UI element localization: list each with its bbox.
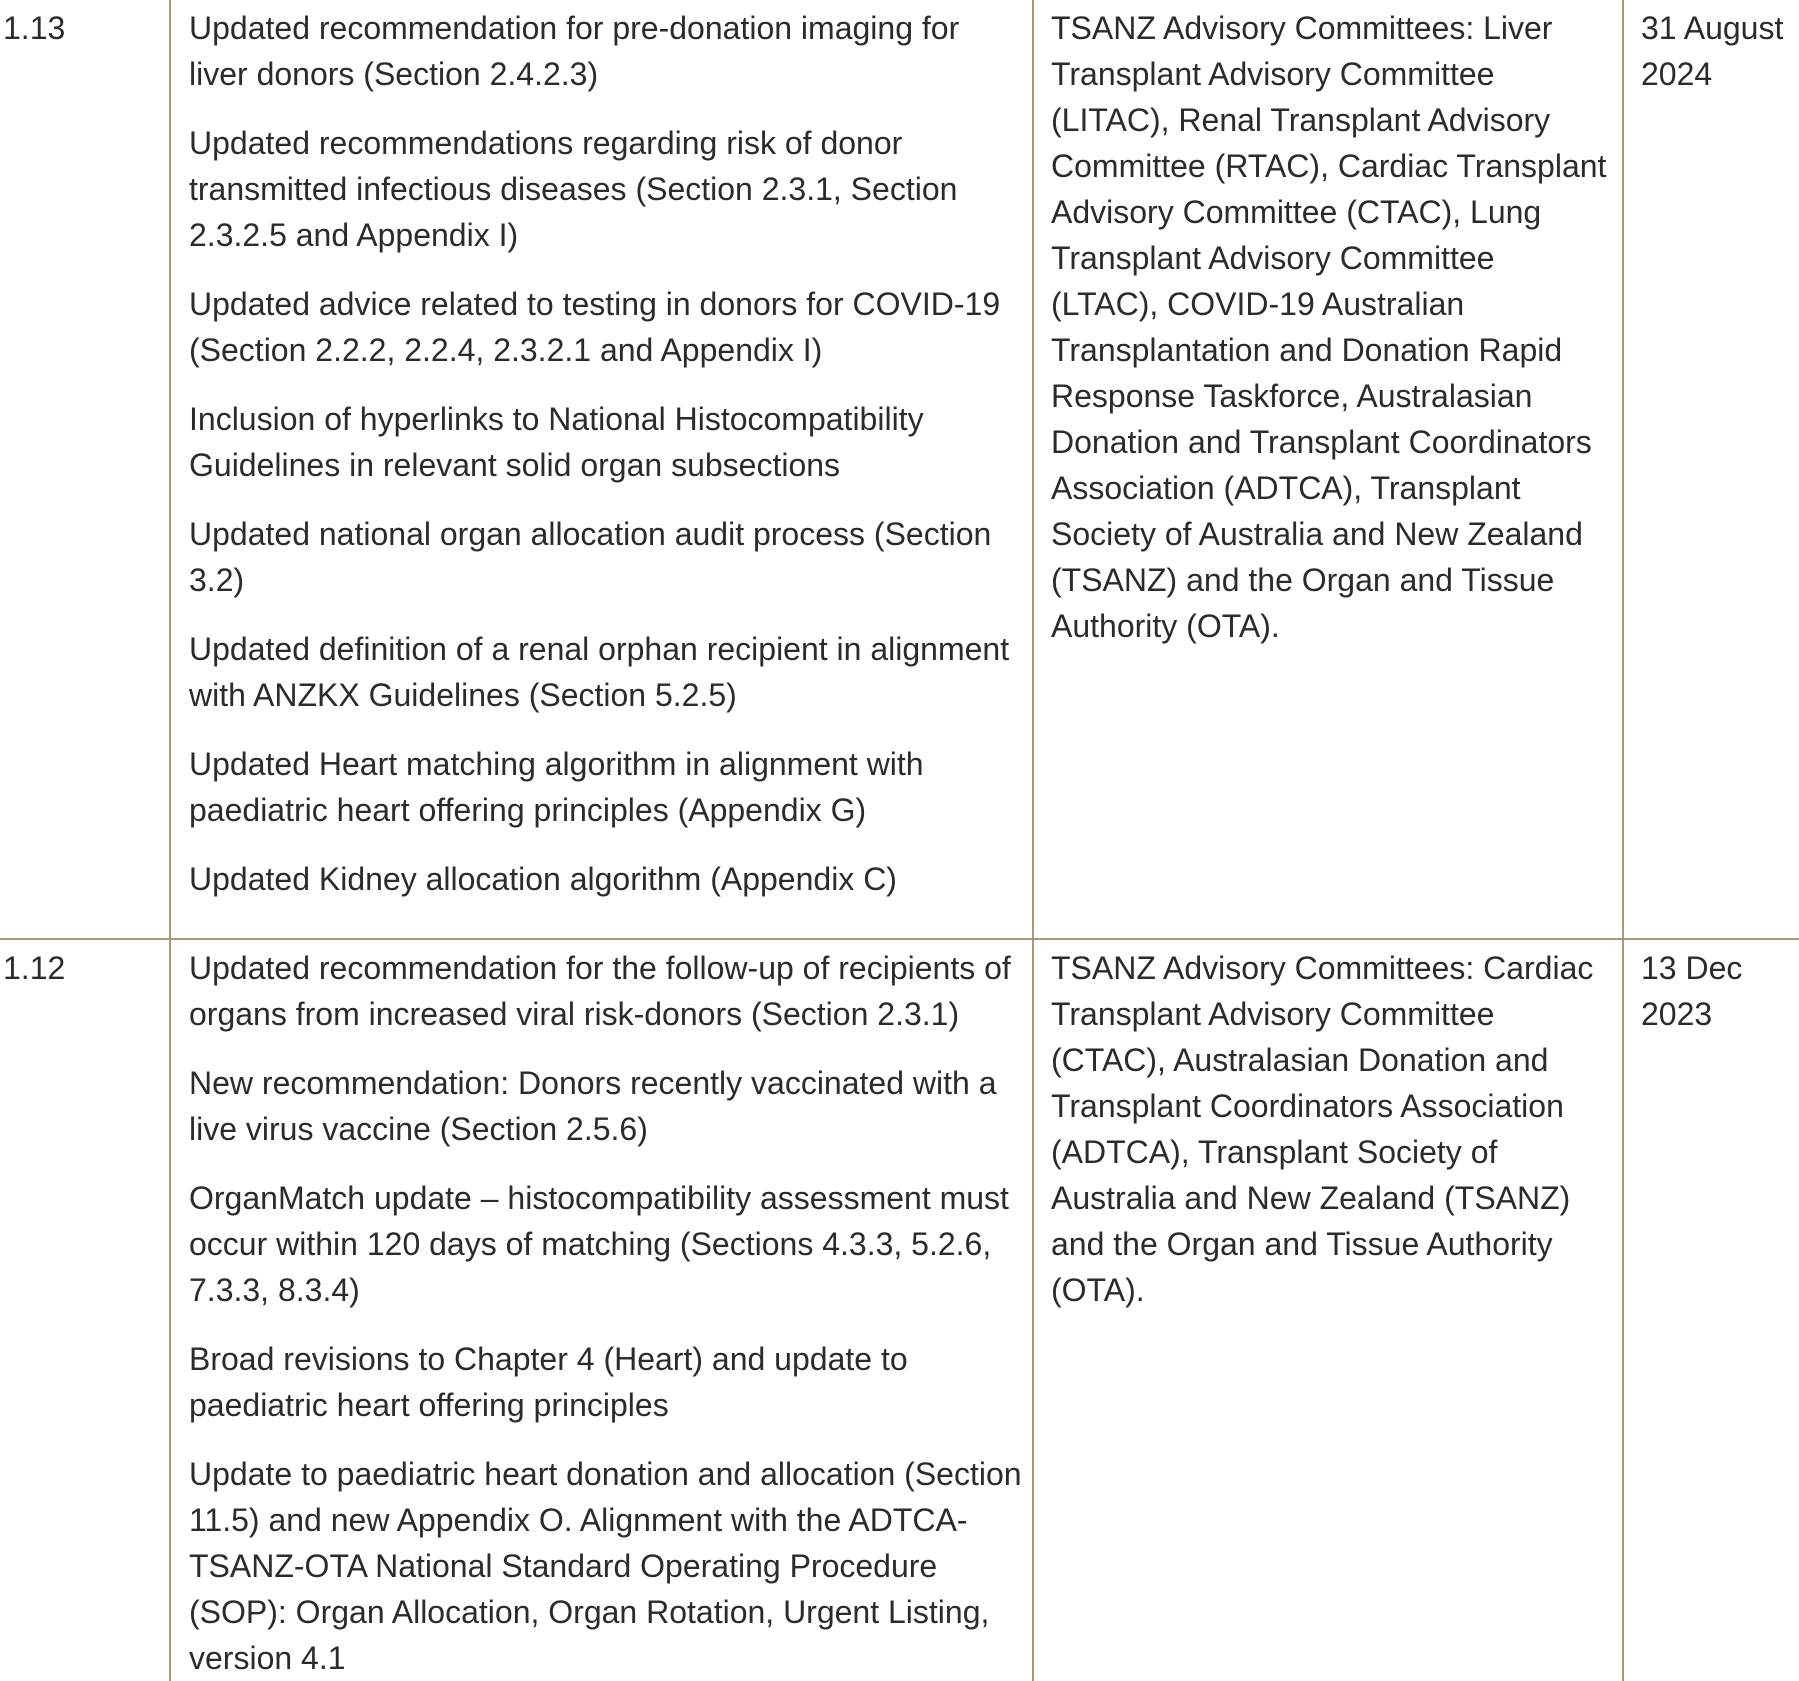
change-item: Updated advice related to testing in donors for COVID-19 (Section 2.2.2, 2.2.4, 2.3.2.1 and Appendix I) bbox=[189, 286, 1001, 368]
change-item: Update to paediatric heart donation and allocation (Section 11.5) and new Appendix O. Alignment with the ADTCA- TSANZ-OTA National Standard Operating Procedure (SOP): Organ Allocation, Organ Rotation, Urgent Listing, version 4.1 bbox=[189, 1456, 1022, 1676]
release-date: 31 August 2024 bbox=[1641, 10, 1784, 92]
change-item: New recommendation: Donors recently vaccinated with a live virus vaccine (Section 2.5.6) bbox=[189, 1065, 997, 1147]
change-item: Updated Heart matching algorithm in alignment with paediatric heart offering principles (Appendix G) bbox=[189, 746, 924, 828]
change-item: Updated national organ allocation audit process (Section 3.2) bbox=[189, 516, 992, 598]
version-number: 1.13 bbox=[3, 10, 66, 46]
date-cell bbox=[1623, 0, 1799, 939]
change-item: Broad revisions to Chapter 4 (Heart) and update to paediatric heart offering principles bbox=[189, 1341, 908, 1423]
change-item: Updated definition of a renal orphan recipient in alignment with ANZKX Guidelines (Section 5.2.5) bbox=[189, 631, 1010, 713]
reviewers-text: TSANZ Advisory Committees: Cardiac Transplant Advisory Committee (CTAC), Australasian Donation and Transplant Coordinators Association (ADTCA), Transplant Society of Australia and New Zealand (TSANZ) and the Organ and Tissue Authority (OTA). bbox=[1051, 950, 1594, 1308]
version-cell bbox=[0, 0, 170, 939]
release-date: 13 Dec 2023 bbox=[1641, 950, 1743, 1032]
change-item: OrganMatch update – histocompatibility assessment must occur within 120 days of matching (Sections 4.3.3, 5.2.6, 7.3.3, 8.3.4) bbox=[189, 1180, 1009, 1308]
version-cell bbox=[0, 939, 170, 1681]
change-item: Inclusion of hyperlinks to National Histocompatibility Guidelines in relevant solid organ subsections bbox=[189, 401, 924, 483]
change-item: Updated Kidney allocation algorithm (Appendix C) bbox=[189, 861, 897, 897]
changes-cell bbox=[170, 939, 1033, 1681]
version-number: 1.12 bbox=[3, 950, 66, 986]
table-row-version-1-12 bbox=[0, 939, 1799, 1681]
reviewers-text: TSANZ Advisory Committees: Liver Transplant Advisory Committee (LITAC), Renal Transplant Advisory Committee (RTAC), Cardiac Transplant Advisory Committee (CTAC), Lung Transplant Advisory Committee (LTAC), COVID-19 Australian Transplantation and Donation Rapid Response Taskforce, Australasian Donation and Transplant Coordinators Association (ADTCA), Transplant Society of Australia and New Zealand (TSANZ) and the Organ and Tissue Authority (OTA). bbox=[1051, 10, 1607, 644]
change-item: Updated recommendations regarding risk of donor transmitted infectious diseases (Section 2.3.1, Section 2.3.2.5 and Appendix I) bbox=[189, 125, 958, 253]
date-cell bbox=[1623, 939, 1799, 1681]
reviewers-cell bbox=[1033, 939, 1623, 1681]
reviewers-cell bbox=[1033, 0, 1623, 939]
changes-cell bbox=[170, 0, 1033, 939]
change-item: Updated recommendation for the follow-up of recipients of organs from increased viral risk-donors (Section 2.3.1) bbox=[189, 950, 1011, 1032]
change-item: Updated recommendation for pre-donation imaging for liver donors (Section 2.4.2.3) bbox=[189, 10, 960, 92]
